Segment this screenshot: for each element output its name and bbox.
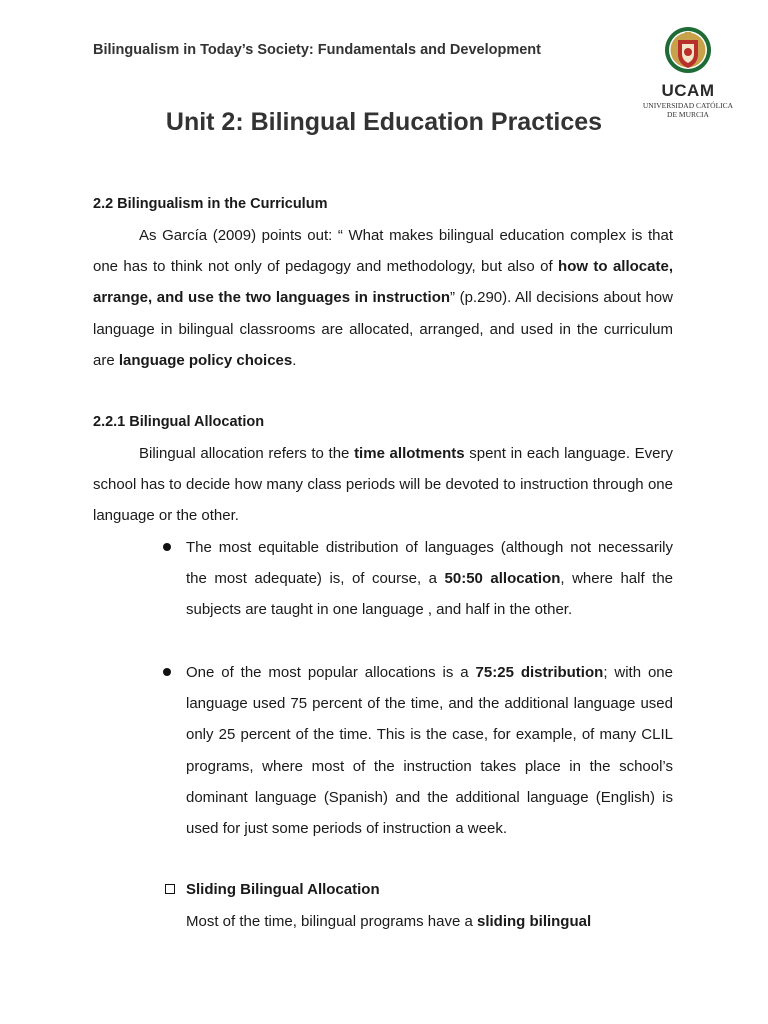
bullet-dot-icon [163, 543, 171, 551]
paragraph-allocation: Bilingual allocation refers to the time allotments spent in each language. Every school has to decide how many class periods will be devoted to instruction through one language or the other. [93, 445, 673, 525]
list-item-75-25: One of the most popular allocations is a 75:25 distribution; with one language used 75 percent of the time, and the additional language used only 25 percent of the time. This is the case, for example, of many CLIL programs, where most of the instruction takes place in the school’s dominant language (Spanish) and the additional language (English) is used for just some periods of instruction a week. [186, 664, 673, 838]
course-title: Bilingualism in Today’s Society: Fundamentals and Development [93, 42, 541, 58]
list-item-50-50: The most equitable distribution of languages (although not necessarily the most adequate) is, of course, a 50:50 allocation, where half the subjects are taught in one language , and half in the other. [186, 539, 674, 619]
sliding-allocation-heading: Sliding Bilingual Allocation [186, 881, 380, 898]
university-seal-icon [664, 22, 712, 78]
paragraph-sliding: Most of the time, bilingual programs have a sliding bilingual [186, 913, 592, 930]
paragraph-curriculum: As García (2009) points out: “ What makes bilingual education complex is that one has to think not only of pedagogy and methodology, but also of how to allocate, arrange, and use the two languages in instruction” (p.290). All decisions about how language in bilingual classrooms are allocated, arranged, and used in the curriculum are language policy choices. [93, 227, 673, 369]
section-heading-2-2: 2.2 Bilingualism in the Curriculum [93, 196, 328, 212]
unit-title: Unit 2: Bilingual Education Practices [165, 108, 603, 136]
checkbox-bullet-icon [165, 884, 175, 894]
bullet-dot-icon [163, 668, 171, 676]
logo-subtitle: UNIVERSIDAD CATÓLICA DE MURCIA [642, 101, 734, 119]
logo-wordmark: UCAM [661, 81, 715, 100]
section-heading-2-2-1: 2.2.1 Bilingual Allocation [93, 414, 265, 430]
ucam-logo [640, 22, 736, 122]
